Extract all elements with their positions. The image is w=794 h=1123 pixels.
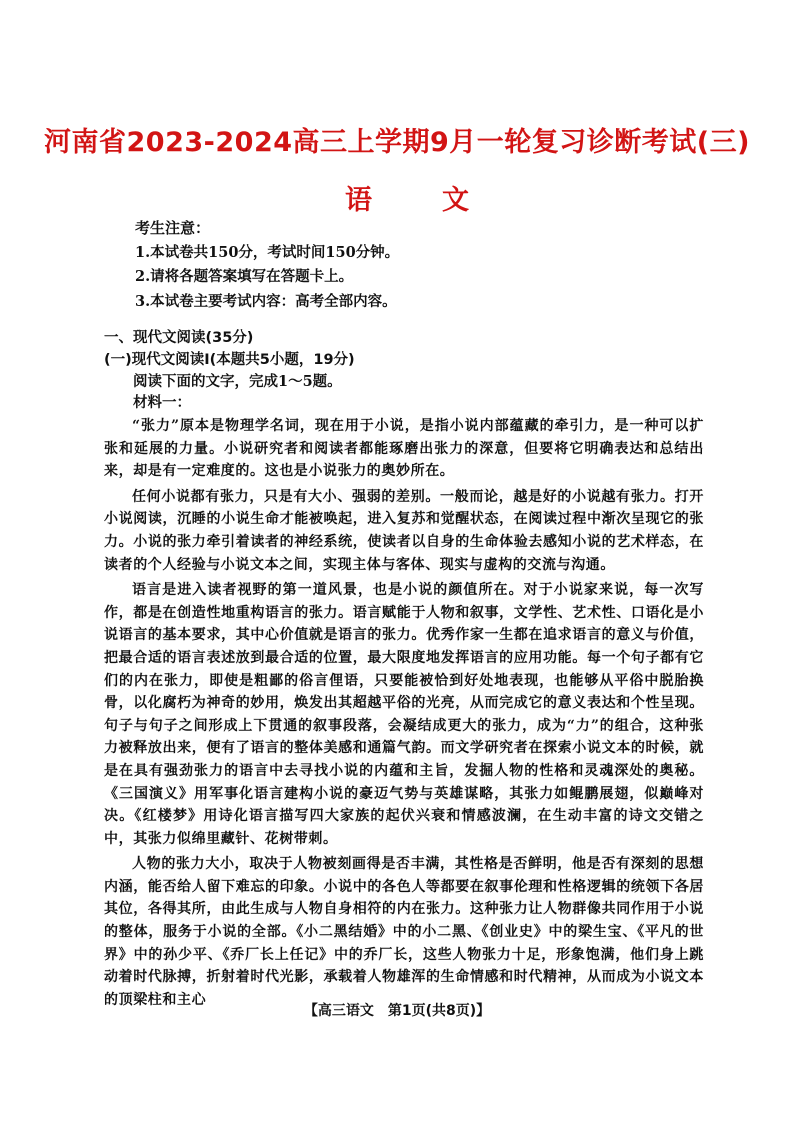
notice-item: 3.本试卷主要考试内容：高考全部内容。 bbox=[135, 292, 397, 310]
exam-title: 河南省2023-2024高三上学期9月一轮复习诊断考试(三) bbox=[44, 127, 750, 158]
candidate-notice bbox=[135, 216, 695, 314]
subsection-heading: (一)现代文阅读Ⅰ(本题共5小题，19分) bbox=[104, 351, 355, 368]
subject-char-1: 语 bbox=[345, 185, 372, 216]
page-footer: 【高三语文 第1页(共8页)】 bbox=[303, 1003, 491, 1019]
passage-paragraph: 人物的张力大小，取决于人物被刻画得是否丰满，其性格是否鲜明，他是否有深刻的思想内涵，能否给人留下难忘的印象。小说中的各色人等都要在叙事伦理和性格逻辑的统领下各居其位，各得其所，由此生成与人物自身相符的内在张力。这种张力让人物群像共同作用于小说的整体，服务于小说的全部。《小二黑结婚》中的小二黑、《创业史》中的梁生宝、《平凡的世界》中的孙少平、《乔厂长上任记》中的乔厂长，这些人物张力十足，形象饱满，他们身上跳动着时代脉搏，折射着时代光影，承载着人物雄浑的生命情感和时代精神，从而成为小说文本的顶梁柱和主心 bbox=[104, 856, 704, 1008]
passage-paragraph: 语言是进入读者视野的第一道风景，也是小说的颜值所在。对于小说家来说，每一次写作，都是在创造性地重构语言的张力。语言赋能于人物和叙事，文学性、艺术性、口语化是小说语言的基本要求，其中心价值就是语言的张力。优秀作家一生都在追求语言的意义与价值，把最合适的语言表述放到最合适的位置，最大限度地发挥语言的应用功能。每一个句子都有它们的内在张力，即使是粗鄙的俗言俚语，只要能被恰到好处地表现，也能够从平俗中脱胎换骨，以化腐朽为神奇的妙用，焕发出其超越平俗的光亮，从而完成它的意义表达和个性呈现。句子与句子之间形成上下贯通的叙事段落，会凝结成更大的张力，成为“力”的组合，这种张力被释放出来，便有了语言的整体美感和通篇气韵。而文学研究者在探索小说文本的时候，就是在具有强劲张力的语言中去寻找小说的内蕴和主旨，发掘人物的性格和灵魂深处的奥秘。《三国演义》用军事化语言建构小说的豪迈气势与英雄谋略，其张力如鲲鹏展翅，似巅峰对决。《红楼梦》用诗化语言描写四大家族的起伏兴衰和情感波澜，在生动丰富的诗文交错之中，其张力似绵里藏针、花树带刺。 bbox=[104, 582, 704, 847]
subject-title bbox=[0, 178, 794, 218]
reading-passage bbox=[104, 415, 704, 1014]
passage-paragraph: 任何小说都有张力，只是有大小、强弱的差别。一般而论，越是好的小说越有张力。打开小说阅读，沉睡的小说生命才能被唤起，进入复苏和觉醒状态，在阅读过程中渐次呈现它的张力。小说的张力牵引着读者的神经系统，使读者以自身的生命体验去感知小说的艺术样态，在读者的个人经验与小说文本之间，实现主体与客体、现实与虚构的交流与沟通。 bbox=[104, 488, 704, 573]
notice-item: 1.本试卷共150分，考试时间150分钟。 bbox=[135, 243, 400, 261]
section-heading: 一、现代文阅读(35分) bbox=[104, 330, 254, 346]
notice-item: 2.请将各题答案填写在答题卡上。 bbox=[135, 268, 354, 285]
material-label: 材料一： bbox=[133, 394, 191, 411]
subject-char-2: 文 bbox=[442, 185, 469, 216]
question-instruction: 阅读下面的文字，完成1～5题。 bbox=[133, 373, 342, 390]
notice-heading: 考生注意： bbox=[135, 219, 211, 237]
passage-paragraph: “张力”原本是物理学名词，现在用于小说，是指小说内部蕴藏的牵引力，是一种可以扩张和延展的力量。小说研究者和阅读者都能琢磨出张力的深意，但要将它明确表达和总结出来，却是有一定难度的。这也是小说张力的奥妙所在。 bbox=[104, 418, 704, 480]
reading-section bbox=[104, 328, 704, 414]
